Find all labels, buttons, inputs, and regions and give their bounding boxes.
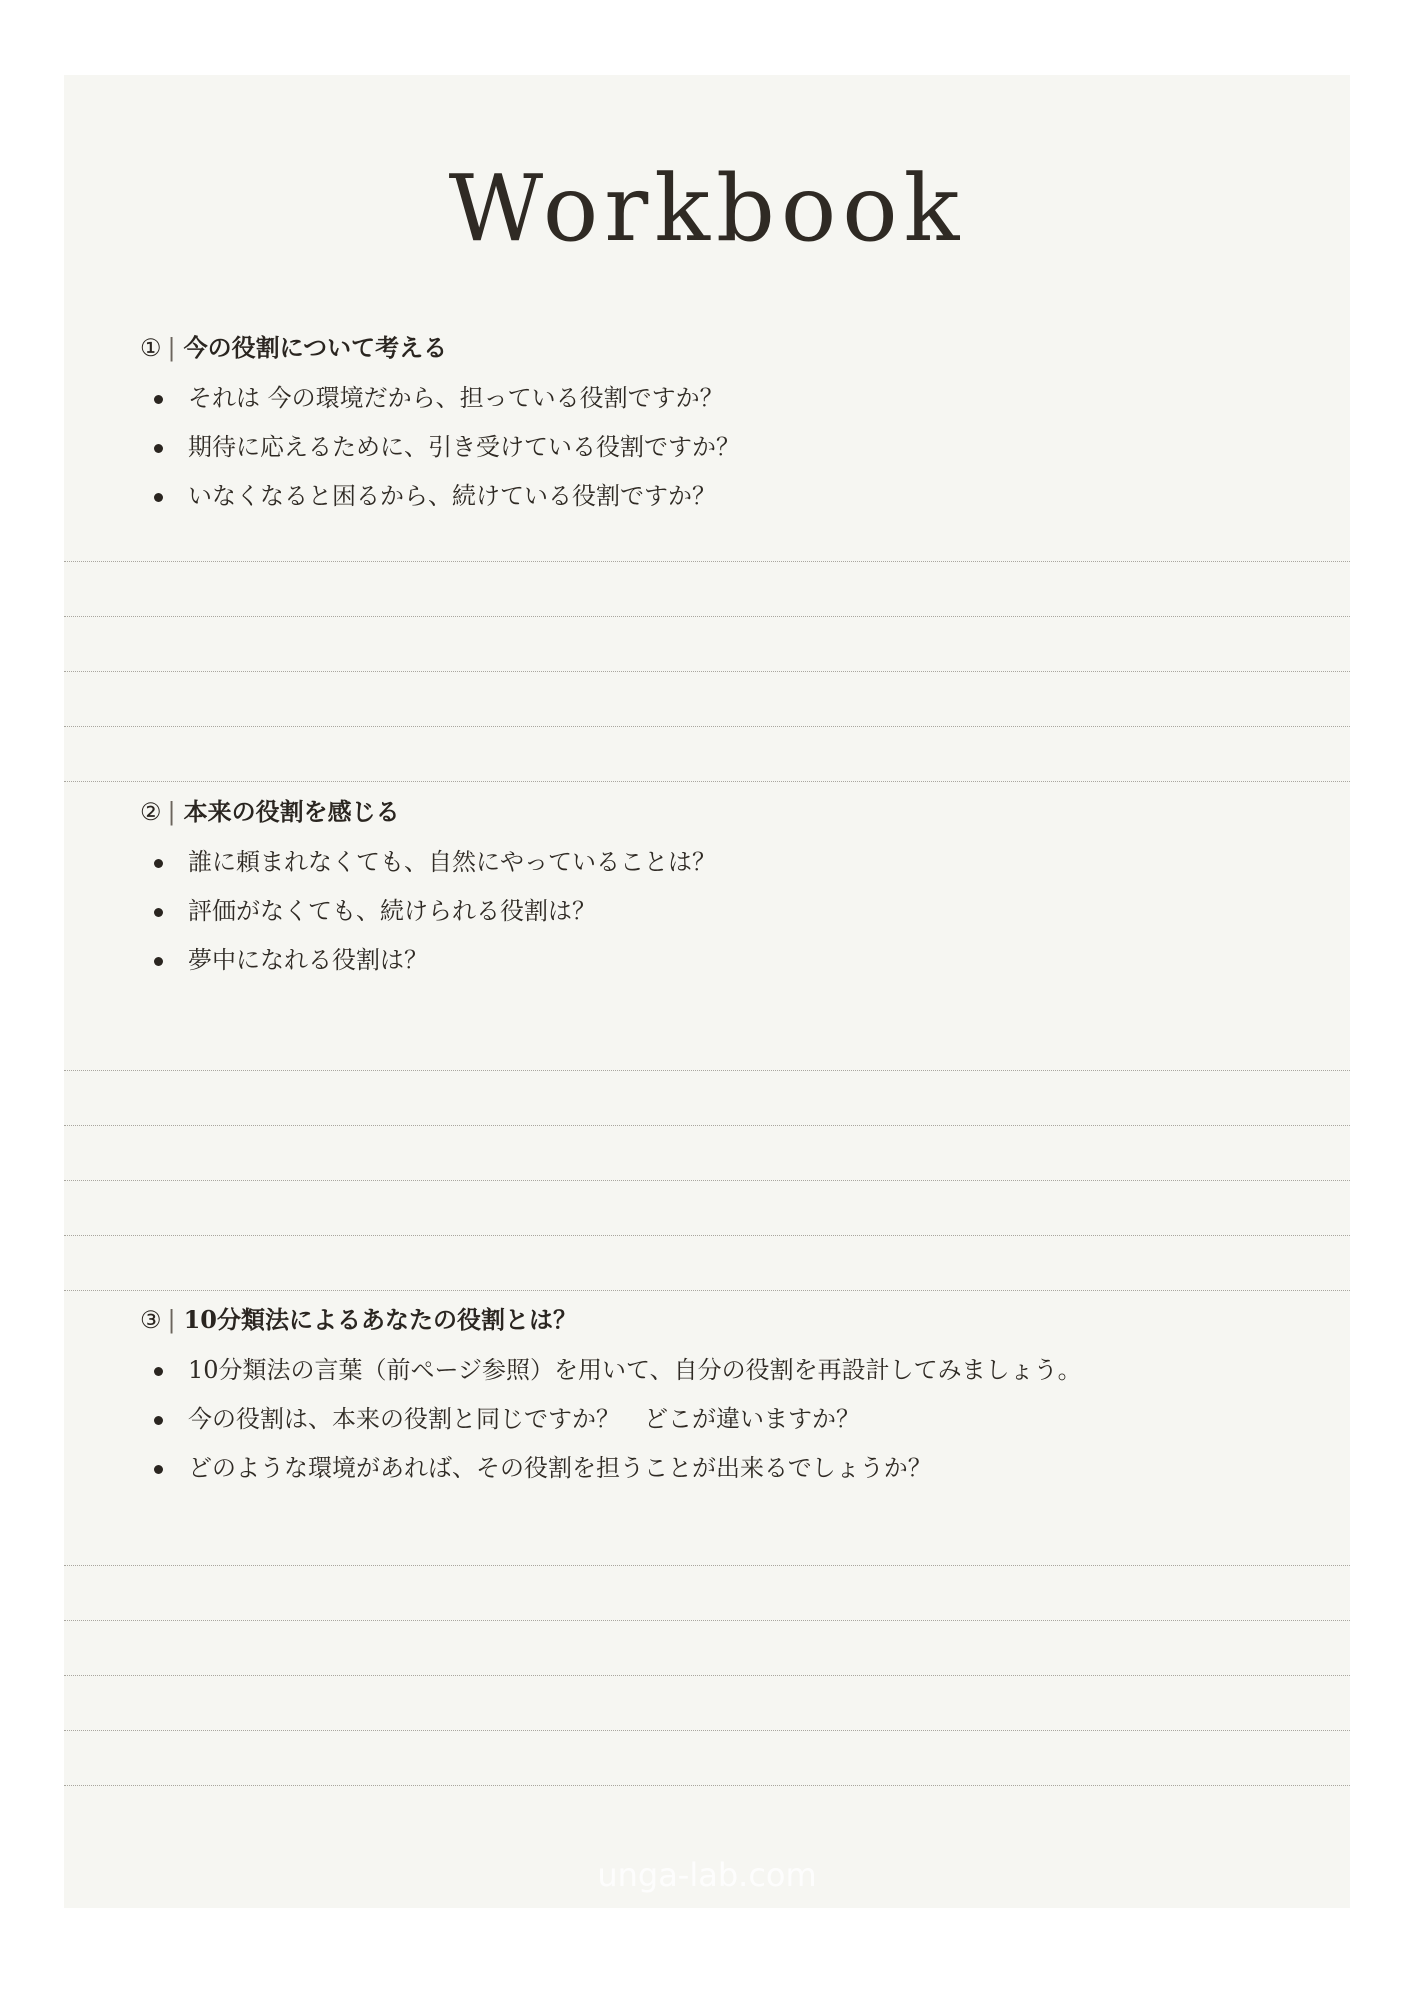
writing-line	[64, 1620, 1350, 1621]
section-true-role	[140, 795, 1310, 992]
question-list	[140, 1353, 1310, 1485]
page-title: Workbook	[448, 155, 966, 262]
question-item: 評価がなくても、続けられる役割は？	[140, 894, 1310, 928]
question-item: 夢中になれる役割は？	[140, 943, 1310, 977]
writing-line	[64, 1565, 1350, 1566]
question-item: 誰に頼まれなくても、自然にやっていることは？	[140, 845, 1310, 879]
section-number: ②	[140, 798, 162, 826]
writing-line	[64, 561, 1350, 562]
writing-line	[64, 1730, 1350, 1731]
question-item: 期待に応えるために、引き受けている役割ですか？	[140, 430, 1310, 464]
writing-line	[64, 726, 1350, 727]
section-heading	[140, 331, 1310, 365]
section-title: 今の役割について考える	[183, 333, 448, 362]
writing-line	[64, 1070, 1350, 1071]
writing-line	[64, 1180, 1350, 1181]
question-item: どのような環境があれば、その役割を担うことが出来るでしょうか？	[140, 1451, 1310, 1485]
section-heading	[140, 1303, 1310, 1337]
writing-line	[64, 1290, 1350, 1291]
writing-line	[64, 671, 1350, 672]
section-title: 10分類法によるあなたの役割とは？	[183, 1305, 578, 1334]
question-item: 10分類法の言葉（前ページ参照）を用いて、自分の役割を再設計してみましょう。	[140, 1353, 1310, 1387]
writing-line	[64, 1675, 1350, 1676]
section-ten-categories	[140, 1303, 1310, 1500]
section-separator: |	[167, 1306, 176, 1334]
section-number: ③	[140, 1306, 162, 1334]
question-list	[140, 845, 1310, 977]
section-number: ①	[140, 334, 162, 362]
section-separator: |	[167, 334, 176, 362]
section-current-role	[140, 331, 1310, 528]
writing-line	[64, 1235, 1350, 1236]
question-list	[140, 381, 1310, 513]
writing-line	[64, 1785, 1350, 1786]
question-item: それは 今の環境だから、担っている役割ですか？	[140, 381, 1310, 415]
writing-line	[64, 1125, 1350, 1126]
workbook-page	[64, 75, 1350, 1908]
writing-line	[64, 781, 1350, 782]
section-heading	[140, 795, 1310, 829]
writing-line	[64, 616, 1350, 617]
section-title: 本来の役割を感じる	[183, 797, 400, 826]
section-separator: |	[167, 798, 176, 826]
watermark: unga-lab.com	[597, 1856, 817, 1894]
question-item: 今の役割は、本来の役割と同じですか？ どこが違いますか？	[140, 1402, 1310, 1436]
question-item: いなくなると困るから、続けている役割ですか？	[140, 479, 1310, 513]
